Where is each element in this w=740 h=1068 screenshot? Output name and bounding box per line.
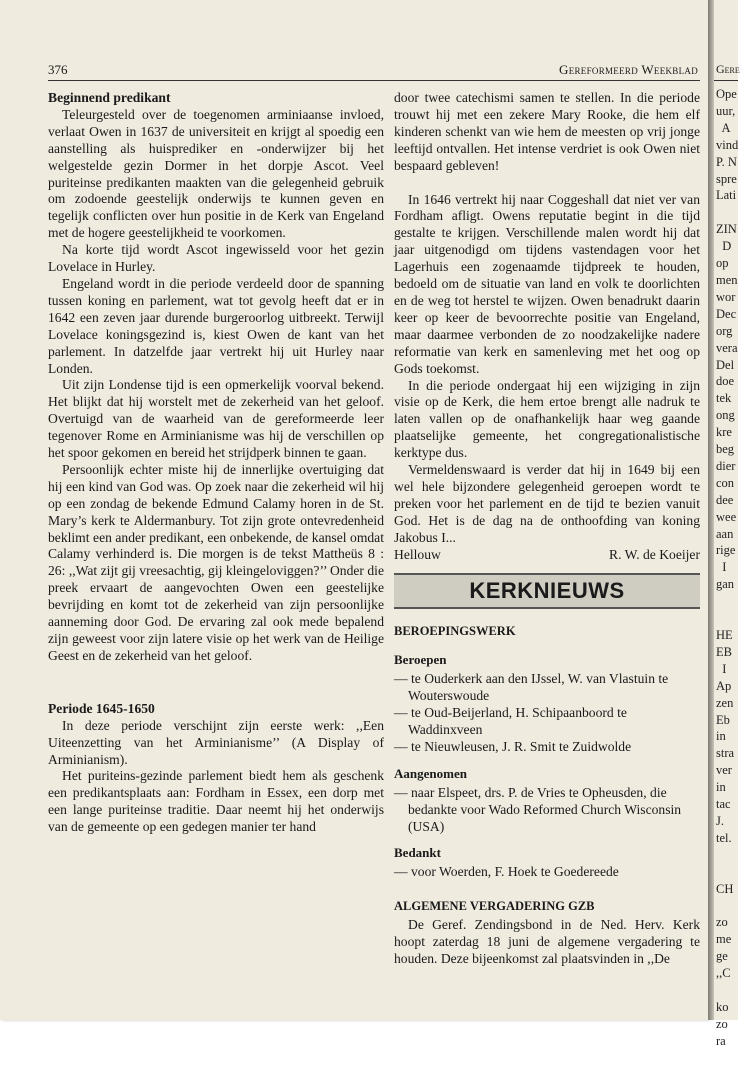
paragraph: Persoonlijk echter miste hij de innerlijke overtuiging dat hij een kind van God was. Op zoek naar die zekerheid wil hij op een zondag de bekende Edmund Calamy horen in de St. Mary’s kerk te Aldermanbury. Tot zijn grote ontevredenheid beklimt een ander predikant, een onbekende, de kansel omdat Calamy verhinderd is. Die morgen is de tekst Mattheüs 8 : 26: ,,Wat zijt gij vreesachtig, gij kleingeloviggen?’’ Onder die preek ervaart de aangevochten Owen een geestelijke bevrijding en komt tot de zekerheid van zijn persoonlijke aanneming door God. De ervaring zal ook mede bepalend zijn geweest voor zijn latere visie op het werk van de Heilige Geest en de zekerheid van het geloof. (48, 461, 384, 663)
paragraph: Teleurgesteld over de toegenomen arminiaanse invloed, verlaat Owen in 1637 de universiteit en krijgt al spoedig een aanstelling als huisprediker en -onderwijzer bij het welgestelde gezin Dormer in het dorpje Ascot. Veel puriteinse predikanten maakten van die gelegenheid gebruik om zodoende geestelijk onderwijs te kunnen geven en tegelijk conflicten over hun positie in de Kerk van Engeland met de hogere geestelijkheid te voorkomen. (48, 106, 384, 241)
kerknieuws-banner: KERKNIEUWS (394, 573, 700, 609)
beroepen-list (394, 671, 700, 756)
beroepingswerk-heading: BEROEPINGSWERK (394, 624, 516, 639)
signature (394, 547, 700, 564)
paragraph: Engeland wordt in die periode verdeeld door de spanning tussen koning en parlement, wat tot gevolg heeft dat er in 1642 een zeven jaar durende burgeroorlog uitbreekt. Terwijl Lovelace koningsgezind is, kiest Owen de kant van het parlement. In datzelfde jaar vertrekt hij uit Hurley naar Londen. (48, 275, 384, 376)
next-page-fragment (714, 0, 740, 1048)
next-page-running-head: Gere (716, 62, 740, 76)
list-item: — te Oud-Beijerland, H. Schipaanboord te Waddinxveen (394, 705, 627, 737)
paragraph: In die periode ondergaat hij een wijziging in zijn visie op de Kerk, die hem ertoe brengt alle nadruk te laten vallen op de onafhankelijk haar weg gaande plaatselijke gemeente, het congregationalistische kerktype dus. (394, 377, 700, 461)
list-item: — te Nieuwleusen, J. R. Smit te Zuidwolde (394, 738, 632, 754)
bedankt-heading: Bedankt (394, 845, 441, 861)
section-title-beginnend-predikant: Beginnend predikant (48, 90, 171, 105)
paragraph: Uit zijn Londense tijd is een opmerkelijk voorval bekend. Het blijkt dat hij worstelt met de zekerheid van het geloof. Overtuigd van de waarheid van de gereformeerde leer tegenover Rome en Arminianisme was hij de verschillen op het spoor gekomen en bereid het strijdperk binnen te gaan. (48, 377, 384, 461)
header-rule (48, 80, 700, 81)
list-item: — te Ouderkerk aan den IJssel, W. van Vlastuin te Wouterswoude (394, 671, 669, 704)
paragraph: In deze periode verschijnt zijn eerste werk: ,,Een Uiteenzetting van het Arminianisme’’ (A Display of Arminianism). (48, 717, 384, 767)
paragraph: Vermeldenswaard is verder dat hij in 1649 bij een wel hele bijzondere gelegenheid geroepen wordt te preken voor het parlement en de tijd te bezien vanuit God. Het is de dag na de onthoofding van koning Jakobus I... (394, 462, 700, 545)
list-gap (394, 835, 700, 845)
right-column (394, 90, 700, 968)
list-item: — naar Elspeet, drs. P. de Vries te Opheusden, die bedankte voor Wado Reformed Church Wisconsin (USA) (394, 784, 682, 834)
paragraph: door twee catechismi samen te stellen. In die periode trouwt hij met een zekere Mary Rooke, die hem elf kinderen schenkt van wie hem de meesten op vrij jonge leeftijd ontvallen. Het intense verdriet is ook Owen niet bespaard gebleven! (394, 90, 700, 173)
bedankt-list (394, 864, 700, 881)
paragraph: In 1646 vertrekt hij naar Coggeshall dat niet ver van Fordham afligt. Owens reputatie begint in die tijd gestalte te krijgen. Verschillende malen wordt hij dat jaar uitgenodigd om tijdens vastendagen voor het Lagerhuis een zogenaamde tijdpreek te houden, bedoeld om de situatie van land en volk te doorlichten en de weg tot herstel te wijzen. Owen benadrukt daarin keer op keer de bevoorrechte positie van Engeland, maar daarmee verbonden de zo noodzakelijke nadere reformatie van kerk en samenleving met het oog op Gods toekomst. (394, 191, 700, 376)
paragraph-gap (394, 175, 700, 192)
next-page-text: Ope uur, A vind P. N spre Lati ZIN D op men wor Dec org vera Del doe tek ong kre beg dier con dee wee aan rige I gan HE EB I Ap zen Eb in stra ver in tac J. tel. CH zo me ge ,,C ko zo ra (716, 87, 739, 1048)
signature-place: Hellouw (394, 546, 441, 562)
paragraph: De Geref. Zendingsbond in de Ned. Herv. Kerk hoopt zaterdag 18 juni de algemene vergadering te houden. Deze bijeenkomst zal plaatsvinden in ,,De (394, 917, 700, 966)
running-title: Gereformeerd Weekblad (559, 62, 698, 77)
paragraph: Het puriteins-gezinde parlement biedt hem als geschenk een predikantsplaats aan: Fordham in Essex, een dorp met een lange puriteinse traditie. Daar neemt hij het onderwijs van de gemeente op een gedegen manier ter hand (48, 768, 384, 835)
aangenomen-heading: Aangenomen (394, 765, 467, 781)
signature-name: R. W. de Koeijer (609, 546, 700, 562)
page-number: 376 (48, 62, 68, 77)
gzb-heading: ALGEMENE VERGADERING GZB (394, 899, 595, 914)
paragraph: Na korte tijd wordt Ascot ingewisseld voor het gezin Lovelace in Hurley. (48, 242, 384, 275)
list-item: — voor Woerden, F. Hoek te Goedereede (394, 864, 619, 880)
aangenomen-list (394, 785, 700, 836)
next-page-rule (714, 80, 738, 81)
list-gap (394, 756, 700, 766)
left-column (48, 90, 384, 836)
beroepen-heading: Beroepen (394, 652, 447, 668)
section-title-periode: Periode 1645-1650 (48, 700, 155, 716)
list-gap (394, 881, 700, 898)
section-gap (48, 665, 384, 701)
